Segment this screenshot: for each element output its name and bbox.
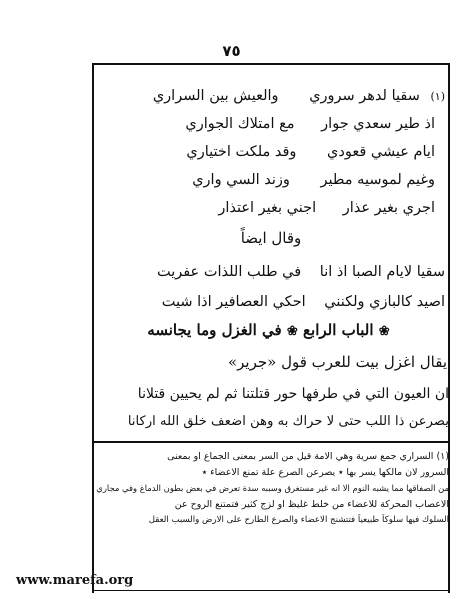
footnote-line: الاعصاب المحركة للاعضاء من خلط غليظ او لزج كثير فتمتنع الروح عن bbox=[174, 499, 449, 510]
top-rule bbox=[92, 63, 450, 65]
intro-line: يقال اغزل بيت للعرب قول «جرير» bbox=[227, 353, 447, 371]
page-number: ٧٥ bbox=[222, 42, 241, 60]
verse-hemistich-right: سقيا لايام الصبا اذ انا bbox=[319, 264, 445, 280]
poem-line: يصرعن ذا اللب حتى لا حراك به وهن اضعف خلق الله اركانا bbox=[127, 414, 449, 429]
footnote-marker: (١) bbox=[430, 90, 445, 103]
verse-hemistich-left: اجني بغير اعتذار bbox=[218, 200, 317, 216]
verse-hemistich-left: والعيش بين السراري bbox=[152, 88, 279, 104]
verse-line bbox=[218, 198, 435, 218]
verse-hemistich-right: اصيد كالبازي ولكنني bbox=[324, 294, 445, 310]
verse-line bbox=[185, 114, 435, 134]
verse-hemistich-left: احكي العصافير اذا شيت bbox=[161, 294, 306, 310]
verse-line bbox=[100, 86, 445, 107]
verse-hemistich-right: وغيم لموسيه مطير bbox=[320, 172, 435, 188]
verse-hemistich-right: سقيا لدهر سروري bbox=[309, 88, 420, 104]
said-also-label: وقال ايضاً bbox=[240, 229, 302, 247]
verse-line bbox=[186, 142, 435, 162]
verse-hemistich-left: وزند السي واري bbox=[192, 172, 290, 188]
verse-hemistich-right: اذ طير سعدي جوار bbox=[321, 116, 435, 132]
verse-hemistich-right: ايام عيشي قعودي bbox=[327, 144, 435, 160]
ornament-icon: ❀ bbox=[378, 324, 390, 339]
verse-line bbox=[192, 170, 435, 190]
poem-line: ان العيون التي في طرفها حور قتلتنا ثم لم يحيين قتلانا bbox=[137, 386, 449, 402]
footnote-line: السلوك فيها سلوكاً طبيعياً فتتشنج الاعضاء والصرع الطارح على الارض والسبب العقل bbox=[148, 515, 449, 525]
footnote-line: السرور لان مالكها يسر بها ٭ يصرعن الصرع علة تمنع الاعضاء ٭ bbox=[201, 467, 449, 478]
ornament-icon: ❀ bbox=[286, 324, 298, 339]
verse-hemistich-right: اجري بغير عذار bbox=[342, 200, 435, 216]
chapter-subtitle: في الغزل وما يجانسه bbox=[147, 321, 282, 339]
footnote-line: (١) السراري جمع سرية وهي الامة قيل من السر بمعنى الجماع او بمعنى bbox=[167, 451, 449, 462]
verse-line bbox=[162, 292, 445, 312]
verse-line bbox=[157, 262, 445, 282]
chapter-heading bbox=[100, 320, 437, 342]
verse-hemistich-left: في طلب اللذات عفريت bbox=[156, 264, 302, 280]
separator-rule bbox=[92, 441, 450, 443]
bottom-rule bbox=[92, 590, 450, 591]
website-url: www.marefa.org bbox=[16, 573, 134, 588]
footnote-line: من الصفاقها مما يشبه النوم الا انه غير مستغرق وسببه سدة تعرض في بعض بطون الدماغ وفي مجاري bbox=[96, 483, 449, 493]
verse-hemistich-left: مع امتلاك الجواري bbox=[185, 116, 295, 132]
verse-hemistich-left: وقد ملكت اختياري bbox=[186, 144, 297, 160]
chapter-title: الباب الرابع bbox=[303, 321, 374, 339]
